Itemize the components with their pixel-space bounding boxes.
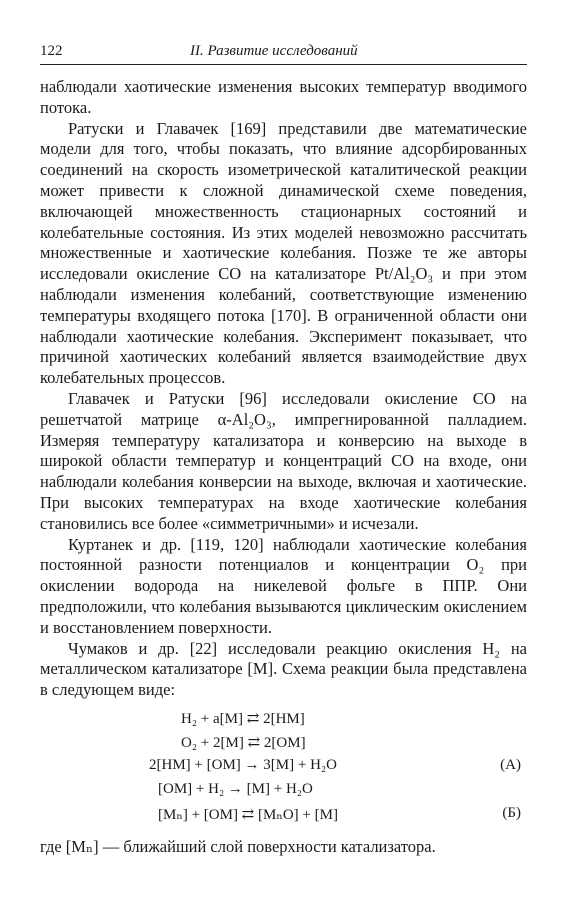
closing-line: где [Mₙ] — ближайший слой поверхности катализатора. [40,836,436,856]
equation-row [40,733,527,757]
equation: H₂ + a[M] ⇄ 2[HM] [181,710,305,727]
equation-label: (Б) [502,804,521,821]
equation: O₂ + 2[M] ⇄ 2[OM] [181,734,306,751]
page-number: 122 [40,43,63,59]
equation: [Mₙ] + [OM] ⇄ [MₙO] + [M] [158,806,338,823]
body-text [40,77,527,701]
equation: [OM] + H₂ → [M] + H₂O [158,780,313,797]
paragraph: наблюдали хаотические изменения высоких температур вводимого потока. [40,77,527,117]
page-header [40,38,527,65]
paragraph: Главачек и Ратуски [96] исследовали окисление CO на решетчатой матрице α-Al₂O₃, импрегнированной палладием. Измеряя температуру катализатора и конверсию на выходе в широкой области температур и концентраций CO на входе, они наблюдали колебания конверсии на выходе, включая и хаотические. При высоких температурах на входе хаотические колебания становились все более «симметричными» и исчезали. [40,388,527,533]
running-head: II. Развитие исследований [190,43,358,59]
equation: 2[HM] + [OM] → 3[M] + H₂O [149,756,337,773]
equation-label: (А) [500,756,521,773]
equation-row [40,757,527,781]
paragraph: Куртанек и др. [119, 120] наблюдали хаотические колебания постоянной разности потенциалов и концентрации O₂ при окислении водорода на никелевой фольге в ППР. Они предположили, что колебания вызываются циклическим окислением и восстановлением поверхности. [40,534,527,637]
equation-row [40,709,527,733]
equation-row [40,781,527,805]
paragraph: Чумаков и др. [22] исследовали реакцию окисления H₂ на металлическом катализаторе [M]. Схема реакции была представлена в следующем виде: [40,638,527,700]
book-page [40,38,527,858]
paragraph: Ратуски и Главачек [169] представили две математические модели для того, чтобы показать, что влияние адсорбированных соединений на скорость изометрической каталитической реакции может привести к сложной динамической схеме поведения, включающей множественность стационарных состояний и колебательные состояния. Из этих моделей невозможно рассчитать множественные и хаотические колебания. Позже те же авторы исследовали окисление CO на катализаторе Pt/Al₂O₃ и при этом наблюдали изменения колебаний, соответствующие изменению температуры входящего потока [170]. В ограниченной области они наблюдали хаотические колебания. Эксперимент показывает, что причиной хаотических колебаний является взаимодействие двух колебательных процессов. [40,118,527,388]
reaction-scheme [40,709,527,829]
equation-row [40,805,527,829]
